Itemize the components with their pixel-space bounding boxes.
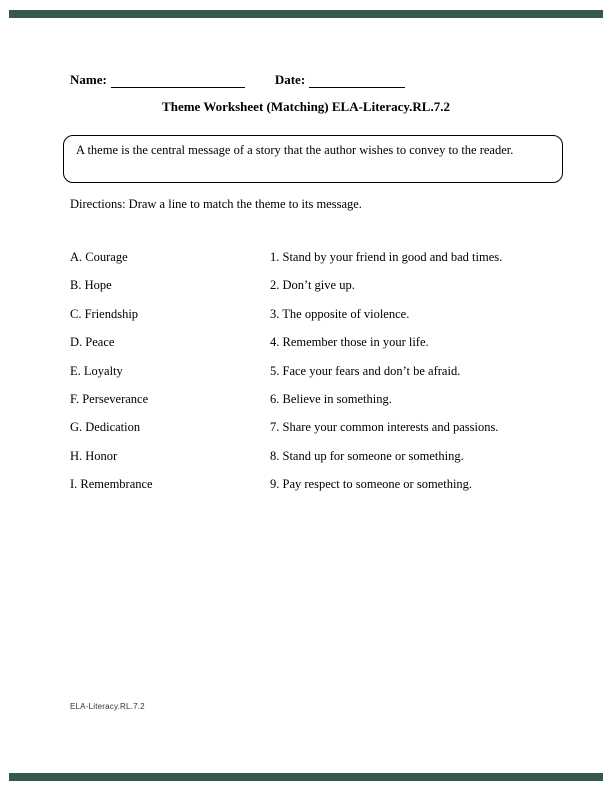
theme-item: E. Loyalty [70,363,123,378]
theme-item: F. Perseverance [70,391,149,406]
theme-definition-text: A theme is the central message of a story that the author wishes to convey to the reader. [76,143,514,157]
name-label: Name: [70,72,107,87]
match-row [70,250,550,278]
name-blank-line [111,74,245,88]
match-row [70,477,550,505]
match-row [70,335,550,363]
message-item: 6. Believe in something. [270,391,392,406]
message-item: 8. Stand up for someone or something. [270,448,464,463]
name-date-row [70,72,405,88]
message-item: 3. The opposite of violence. [270,306,410,321]
theme-item: A. Courage [70,250,128,264]
message-item: 7. Share your common interests and passions. [270,420,499,435]
page-title: Theme Worksheet (Matching) ELA-Literacy.RL.7.2 [162,99,450,114]
message-item: 5. Face your fears and don’t be afraid. [270,363,461,378]
theme-item: C. Friendship [70,306,139,321]
theme-item: D. Peace [70,335,115,350]
theme-item: H. Honor [70,448,118,463]
match-row [70,449,550,477]
match-row [70,307,550,335]
match-row [70,420,550,448]
theme-item: I. Remembrance [70,477,153,492]
theme-item: B. Hope [70,278,112,293]
footer-standard-code: ELA-Literacy.RL.7.2 [70,702,145,711]
matching-list [70,250,550,506]
bottom-border-bar [9,773,603,781]
date-blank-line [309,74,405,88]
date-label: Date: [274,72,306,87]
message-item: 4. Remember those in your life. [270,335,429,350]
theme-definition-box [63,135,563,183]
message-item: 9. Pay respect to someone or something. [270,477,473,492]
match-row [70,278,550,306]
directions-text: Directions: Draw a line to match the theme to its message. [70,197,362,211]
match-row [70,364,550,392]
top-border-bar [9,10,603,18]
message-item: 1. Stand by your friend in good and bad times. [270,250,503,264]
match-row [70,392,550,420]
message-item: 2. Don’t give up. [270,278,355,293]
theme-item: G. Dedication [70,420,141,435]
